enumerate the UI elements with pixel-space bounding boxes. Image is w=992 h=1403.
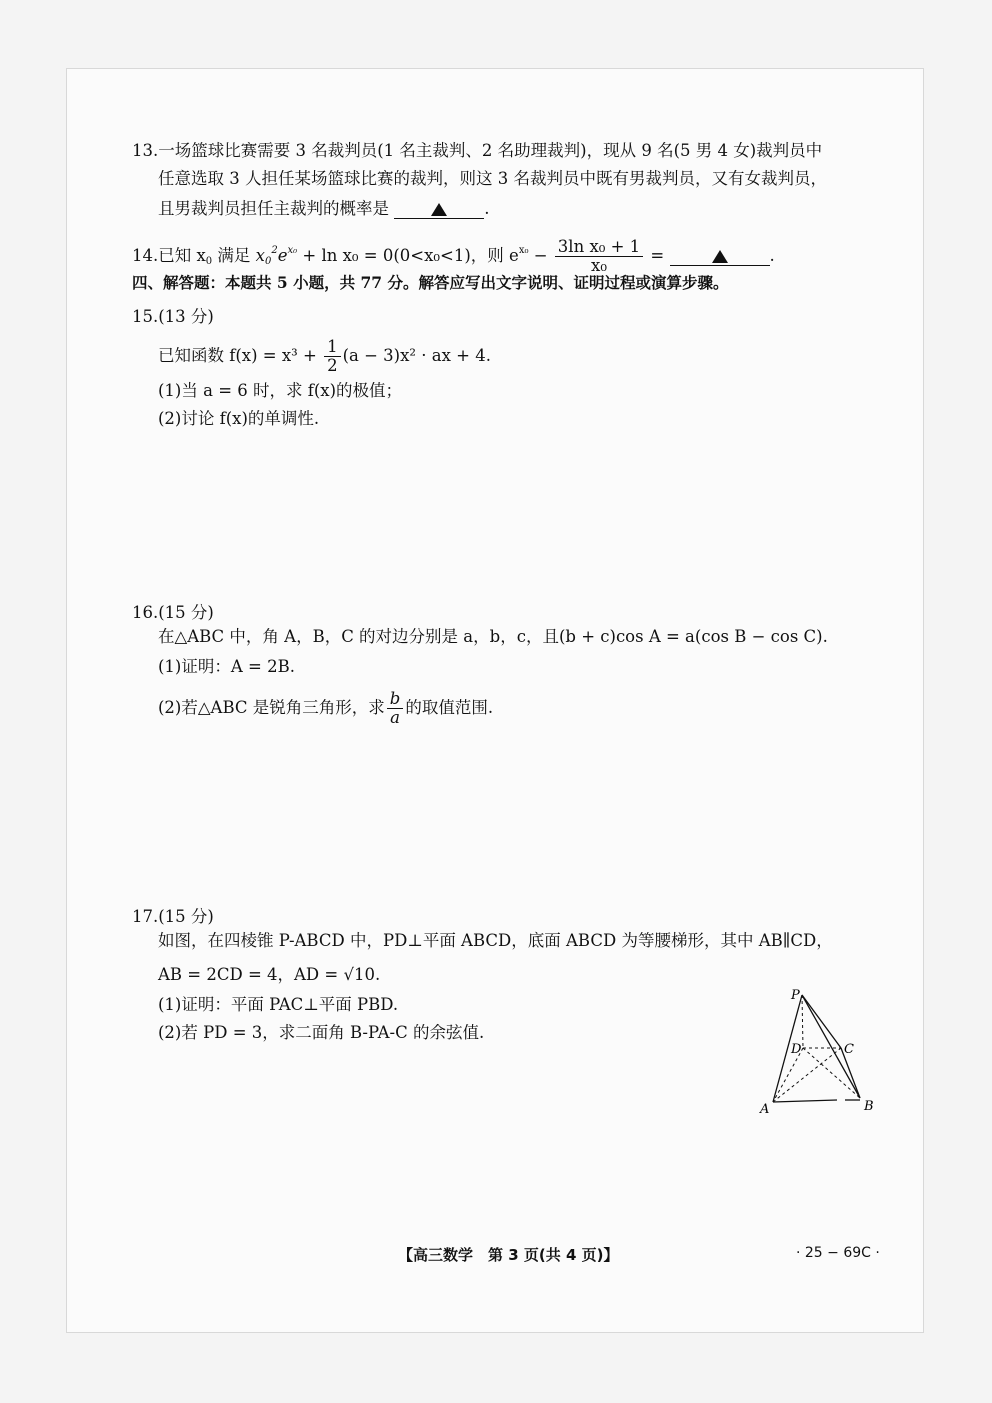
q13-line3 <box>158 198 490 220</box>
q14-fraction <box>555 238 643 275</box>
q14-answer-blank <box>670 247 770 266</box>
q15-part2: (2)讨论 f(x)的单调性. <box>158 409 320 428</box>
q15-stem <box>158 338 491 375</box>
q14-mid: 满足 <box>212 246 256 265</box>
q17-stem2: AB = 2CD = 4，AD = √10. <box>158 965 381 984</box>
label-D: D <box>791 1042 802 1057</box>
q13-answer-blank <box>394 200 484 219</box>
label-A: A <box>760 1102 770 1117</box>
label-P: P <box>791 988 800 1003</box>
q15-stem-a: 已知函数 f(x) = x³ + <box>158 346 323 365</box>
q13-text3: 且男裁判员担任主裁判的概率是 <box>158 199 389 218</box>
triangle-icon <box>431 203 447 216</box>
label-C: C <box>844 1042 854 1057</box>
q16-fraction <box>387 690 404 727</box>
edge-PD <box>802 995 803 1048</box>
q15-fraction <box>324 338 341 375</box>
edge-PC <box>802 995 841 1048</box>
q13-line2: 任意选取 3 人担任某场篮球比赛的裁判，则这 3 名裁判员中既有男裁判员，又有女裁判员， <box>158 169 827 188</box>
q16-part2-a: (2)若△ABC 是锐角三角形，求 <box>158 698 385 717</box>
q14-prefix: 14.已知 x <box>132 246 206 265</box>
pyramid-figure <box>755 985 895 1120</box>
q14-eq: = <box>645 246 670 265</box>
paper-code: · 25 − 69C · <box>796 1245 880 1261</box>
q14-expr: $x_0^2e^{x_0}$ <box>255 245 298 267</box>
edge-AB <box>773 1100 837 1102</box>
q14-cond: + ln x₀ = 0(0<x₀<1)，则 e <box>297 246 519 265</box>
q17-part2: (2)若 PD = 3，求二面角 B-PA-C 的余弦值. <box>158 1023 485 1042</box>
q17-part1: (1)证明：平面 PAC⊥平面 PBD. <box>158 995 399 1014</box>
q13-line1: 13.一场篮球比赛需要 3 名裁判员(1 名主裁判、2 名助理裁判)，现从 9 名(5 男 4 女)裁判员中 <box>132 141 823 160</box>
q16-part2-b: 的取值范围. <box>405 698 494 717</box>
q13-end: . <box>484 199 490 218</box>
label-B: B <box>864 1099 874 1114</box>
q15-head: 15.(13 分) <box>132 307 214 326</box>
q17-stem1: 如图，在四棱锥 P-ABCD 中，PD⊥平面 ABCD，底面 ABCD 为等腰梯形，其中 AB∥CD， <box>158 931 833 950</box>
q14-line: 14.已知 $x_0$ 满足 $x_0^2e^{x_0} + \ln x_0 = 0(0<x_0<1)$，则 $e^{x_0}$ − $\frac{\text{3ln x₀ + 1}}{\text{x₀}}$ = . <box>132 237 775 275</box>
q16-head: 16.(15 分) <box>132 603 214 622</box>
q16-stem: 在△ABC 中，角 A，B，C 的对边分别是 a，b，c，且(b + c)cos A = a(cos B − cos C). <box>158 627 828 646</box>
q16-frac-den: a <box>390 708 400 727</box>
q15-frac-den: 2 <box>327 356 338 375</box>
q16-part2 <box>158 690 493 727</box>
q15-stem-b: (a − 3)x² · ax + 4. <box>342 346 491 365</box>
q15-frac-num: 1 <box>324 338 341 357</box>
q15-part1: (1)当 a = 6 时，求 f(x)的极值； <box>158 381 403 400</box>
q17-head: 17.(15 分) <box>132 907 214 926</box>
triangle-icon <box>712 250 728 263</box>
page-footer: 【高三数学 第 3 页(共 4 页)】 <box>398 1246 619 1264</box>
diag-AC <box>773 1048 841 1102</box>
q16-frac-num: b <box>387 690 404 709</box>
q14-end: . <box>769 246 775 265</box>
q14-frac-den: x₀ <box>591 256 607 275</box>
q14-frac-num: 3ln x₀ + 1 <box>555 238 643 257</box>
section-heading: 四、解答题：本题共 5 小题，共 77 分。解答应写出文字说明、证明过程或演算步骤。 <box>132 273 729 292</box>
q14-minus: − <box>528 246 553 265</box>
q16-part1: (1)证明：A = 2B. <box>158 657 295 676</box>
